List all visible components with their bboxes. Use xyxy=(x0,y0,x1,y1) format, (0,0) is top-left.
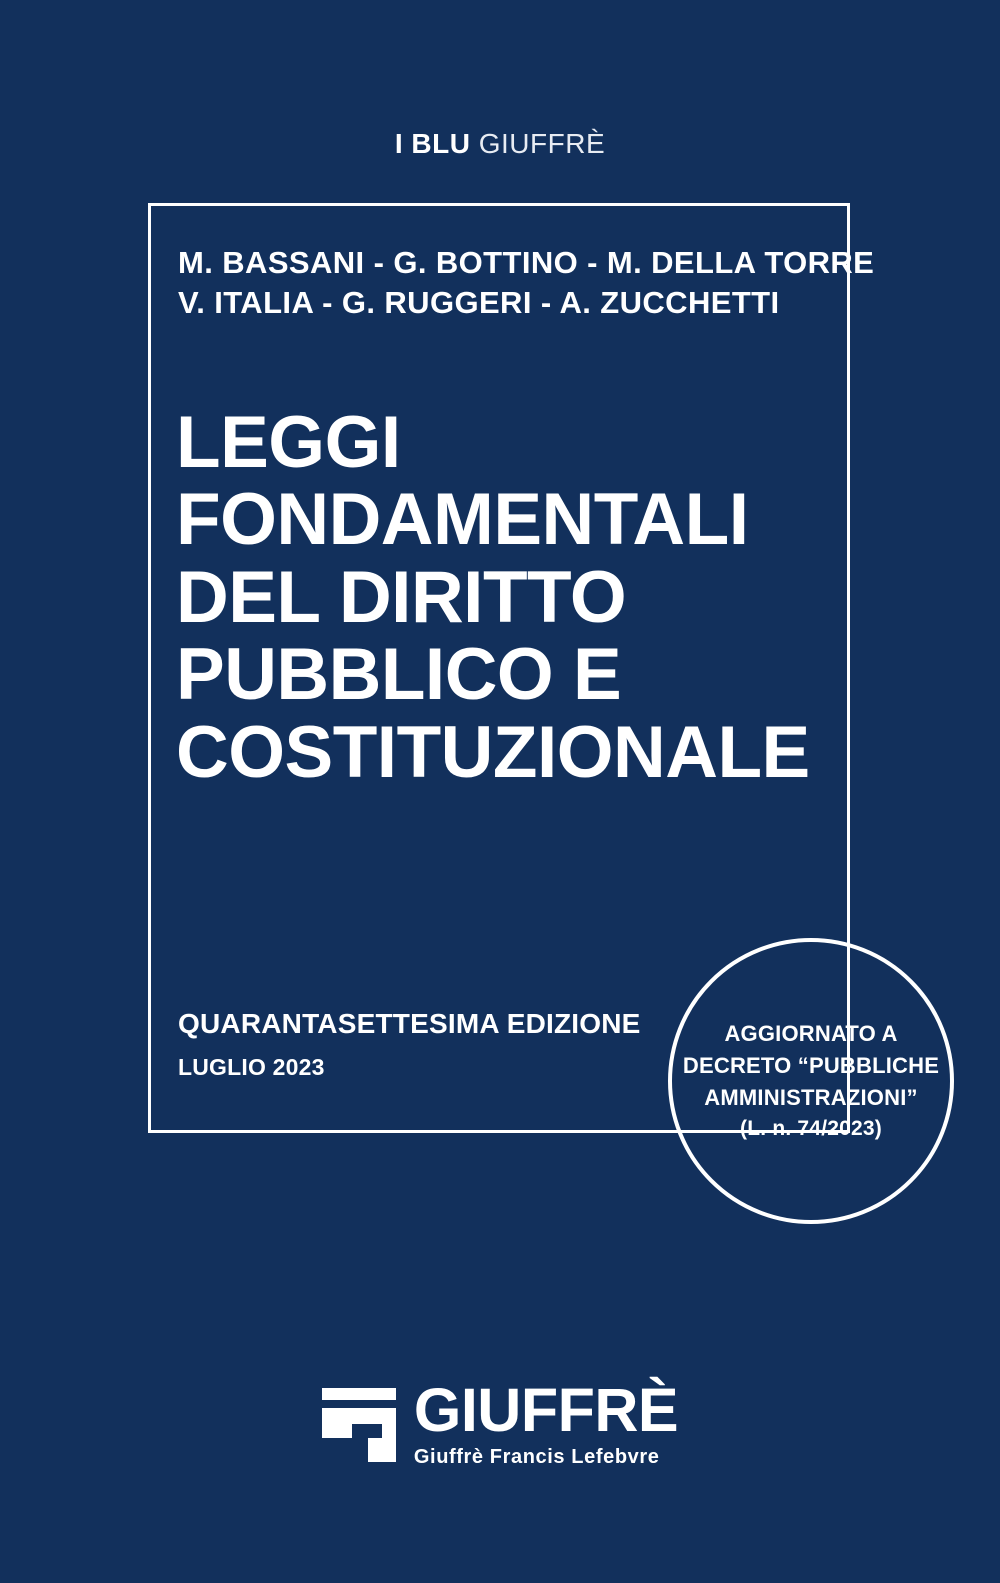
edition-date: LUGLIO 2023 xyxy=(178,1054,325,1080)
update-badge-line-3: AMMINISTRAZIONI” xyxy=(704,1084,918,1110)
series-label xyxy=(0,128,1000,160)
publisher-subtitle: Giuffrè Francis Lefebvre xyxy=(413,1446,660,1468)
update-badge xyxy=(668,938,954,1224)
series-label-brand: GIUFFRÈ xyxy=(470,128,606,159)
publisher-name-block xyxy=(413,1376,679,1469)
title-line-4: PUBBLICO E xyxy=(176,634,622,716)
edition-label: QUARANTASETTESIMA EDIZIONE xyxy=(178,1008,641,1039)
publisher-name: GIUFFRÈ xyxy=(413,1376,679,1444)
publisher-logo xyxy=(0,1376,1000,1469)
title-line-5: COSTITUZIONALE xyxy=(176,711,810,793)
edition-block xyxy=(178,1008,641,1081)
authors-line-1: M. BASSANI - G. BOTTINO - M. DELLA TORRE xyxy=(178,245,875,280)
title-line-2: FONDAMENTALI xyxy=(176,479,749,561)
update-badge-reference: (L. n. 74/2023) xyxy=(740,1116,882,1140)
title-line-1: LEGGI xyxy=(176,402,401,483)
authors-line-2: V. ITALIA - G. RUGGERI - A. ZUCCHETTI xyxy=(178,284,780,320)
series-label-prefix: I BLU xyxy=(394,128,471,159)
giuffre-g-logo-icon xyxy=(322,1388,396,1462)
title-line-3: DEL DIRITTO xyxy=(176,556,627,638)
authors-block xyxy=(178,243,875,322)
update-badge-line-1: AGGIORNATO A xyxy=(724,1020,898,1046)
page-title xyxy=(176,404,836,791)
update-badge-line-2: DECRETO “PUBBLICHE xyxy=(682,1052,940,1078)
